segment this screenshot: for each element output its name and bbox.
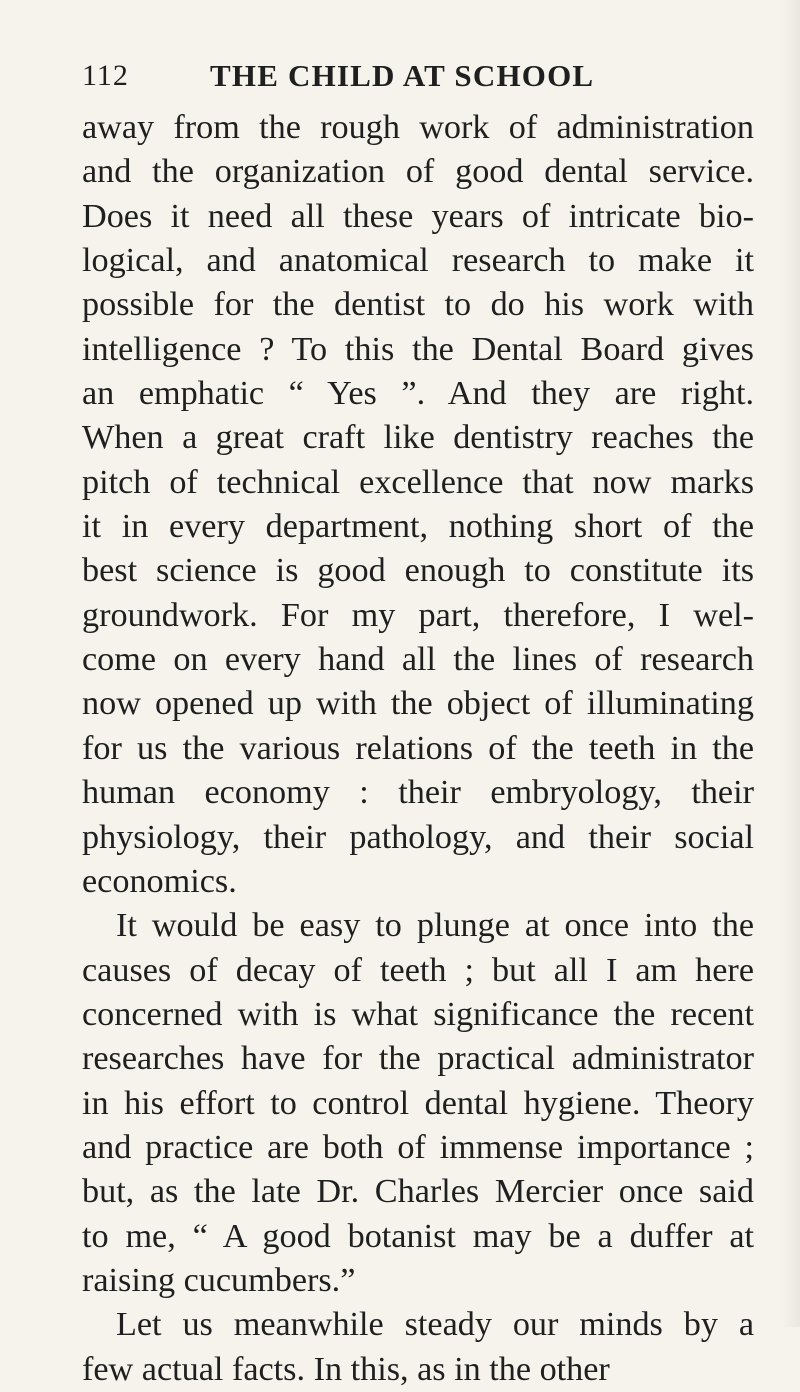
text-line: and the organization of good dental service. bbox=[82, 153, 754, 191]
body-text bbox=[82, 106, 754, 1392]
text-line: Does it need all these years of intricate bio- bbox=[82, 197, 754, 235]
text-line: best science is good enough to constitute its bbox=[82, 552, 754, 590]
paragraph-start-line: It would be easy to plunge at once into the bbox=[116, 907, 754, 945]
text-line: economics. bbox=[82, 862, 237, 900]
text-line: concerned with is what significance the recent bbox=[82, 995, 754, 1033]
text-line: causes of decay of teeth ; but all I am here bbox=[82, 951, 754, 989]
text-line: groundwork. For my part, therefore, I wel- bbox=[82, 596, 754, 634]
text-line: now opened up with the object of illuminating bbox=[82, 685, 754, 723]
text-line: human economy : their embryology, their bbox=[82, 774, 754, 812]
running-title: THE CHILD AT SCHOOL bbox=[210, 58, 595, 93]
text-line: an emphatic “ Yes ”. And they are right. bbox=[82, 375, 754, 413]
text-line: but, as the late Dr. Charles Mercier once said bbox=[82, 1173, 754, 1211]
text-line: it in every department, nothing short of the bbox=[82, 508, 754, 546]
text-line: away from the rough work of administration bbox=[82, 109, 754, 146]
text-line: few actual facts. In this, as in the other bbox=[82, 1350, 610, 1388]
text-line: physiology, their pathology, and their social bbox=[82, 818, 754, 856]
text-line: intelligence ? To this the Dental Board gives bbox=[82, 330, 754, 368]
text-line: raising cucumbers.” bbox=[82, 1261, 356, 1299]
text-line: logical, and anatomical research to make it bbox=[82, 242, 754, 280]
text-line: researches have for the practical administrator bbox=[82, 1040, 754, 1078]
text-line: for us the various relations of the teeth in the bbox=[82, 729, 754, 767]
text-line: come on every hand all the lines of research bbox=[82, 641, 754, 679]
text-line: When a great craft like dentistry reaches the bbox=[82, 419, 754, 457]
text-line: in his effort to control dental hygiene. Theory bbox=[82, 1084, 754, 1122]
page-edge-shadow bbox=[782, 0, 800, 1327]
paragraph-start-line: Let us meanwhile steady our minds by a bbox=[116, 1306, 754, 1344]
text-line: and practice are both of immense importance ; bbox=[82, 1128, 754, 1166]
text-line: pitch of technical excellence that now marks bbox=[82, 463, 754, 501]
text-line: to me, “ A good botanist may be a duffer at bbox=[82, 1217, 754, 1255]
page-number: 112 bbox=[82, 59, 129, 92]
text-line: possible for the dentist to do his work with bbox=[82, 286, 754, 324]
running-head bbox=[82, 56, 752, 96]
